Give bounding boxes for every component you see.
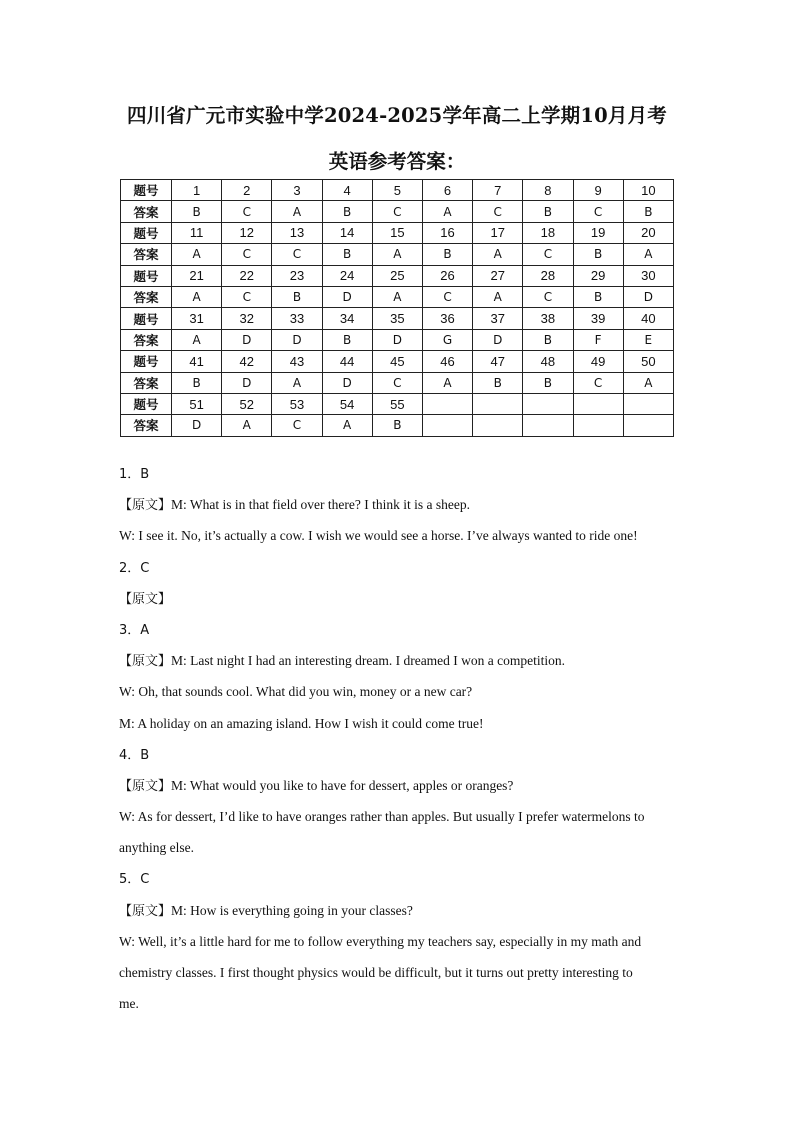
question-number-cell: 32	[222, 308, 272, 329]
answer-letter-cell: D	[623, 286, 673, 307]
answer-label-cell: 答案	[121, 201, 172, 222]
question-number-cell: 13	[272, 222, 322, 243]
answer-letter-cell: B	[372, 415, 422, 436]
question-number-cell: 40	[623, 308, 673, 329]
answer-letter-cell: C	[222, 244, 272, 265]
answer-letter-cell: C	[422, 286, 472, 307]
question-number-cell	[573, 393, 623, 414]
dialogue-text: M: A holiday on an amazing island. How I wish it could come true!	[119, 715, 484, 731]
answer-letter-cell: D	[322, 372, 372, 393]
answer-letter-cell: C	[523, 286, 573, 307]
question-answer-text: 1．B	[119, 467, 150, 482]
question-answer-line	[119, 458, 679, 489]
question-number-cell: 35	[372, 308, 422, 329]
answer-letter-cell: C	[573, 372, 623, 393]
question-number-cell: 8	[523, 180, 573, 201]
answer-letter-cell: B	[573, 244, 623, 265]
question-number-cell: 5	[372, 180, 422, 201]
answer-letter-cell: B	[523, 329, 573, 350]
dialogue-line	[119, 676, 679, 707]
question-number-cell: 55	[372, 393, 422, 414]
answer-letter-cell: B	[322, 201, 372, 222]
question-number-cell: 26	[422, 265, 472, 286]
answer-letter-cell: C	[222, 201, 272, 222]
question-number-cell: 42	[222, 351, 272, 372]
answer-letter-cell: A	[422, 201, 472, 222]
answer-letter-cell: D	[172, 415, 222, 436]
question-number-cell: 54	[322, 393, 372, 414]
dialogue-text: me.	[119, 996, 139, 1012]
transcript-line	[119, 770, 679, 801]
answer-letter-cell: A	[172, 329, 222, 350]
answer-letter-cell: A	[322, 415, 372, 436]
question-number-cell: 9	[573, 180, 623, 201]
question-label-cell: 题号	[121, 222, 172, 243]
answer-letter-cell: B	[473, 372, 523, 393]
dialogue-text: anything else.	[119, 840, 194, 856]
answer-letter-cell	[623, 415, 673, 436]
transcript-line	[119, 645, 679, 676]
question-number-cell: 11	[172, 222, 222, 243]
answer-label-cell: 答案	[121, 415, 172, 436]
dialogue-text: M: What would you like to have for dessert, apples or oranges?	[171, 777, 514, 793]
question-answer-line	[119, 739, 679, 770]
dialogue-text: M: What is in that field over there? I think it is a sheep.	[171, 497, 470, 513]
question-number-cell: 53	[272, 393, 322, 414]
transcript-line	[119, 895, 679, 926]
answer-key-heading: 英语参考答案：	[328, 150, 466, 173]
answer-letter-cell: D	[272, 329, 322, 350]
question-number-row	[121, 180, 674, 201]
question-number-cell: 4	[322, 180, 372, 201]
question-number-cell: 20	[623, 222, 673, 243]
answer-row	[121, 201, 674, 222]
answer-label-cell: 答案	[121, 372, 172, 393]
answer-letter-cell: B	[172, 201, 222, 222]
dialogue-line	[119, 708, 679, 739]
answer-letter-cell: C	[222, 286, 272, 307]
question-answer-line	[119, 614, 679, 645]
dialogue-line	[119, 801, 679, 832]
question-number-cell: 22	[222, 265, 272, 286]
question-number-cell: 23	[272, 265, 322, 286]
question-number-cell: 24	[322, 265, 372, 286]
answer-letter-cell	[422, 415, 472, 436]
original-text-tag: 【原文】	[119, 654, 172, 670]
answer-letter-cell: A	[473, 244, 523, 265]
answer-letter-cell: A	[372, 286, 422, 307]
answer-letter-cell: B	[272, 286, 322, 307]
question-number-cell	[422, 393, 472, 414]
answer-letter-cell: D	[372, 329, 422, 350]
question-number-cell: 31	[172, 308, 222, 329]
question-number-cell: 29	[573, 265, 623, 286]
answer-letter-cell: B	[523, 201, 573, 222]
question-answer-line	[119, 552, 679, 583]
answer-label-cell: 答案	[121, 244, 172, 265]
answer-letter-cell: B	[422, 244, 472, 265]
question-number-row	[121, 308, 674, 329]
answer-letter-cell: C	[523, 244, 573, 265]
dialogue-text: W: As for dessert, I’d like to have oranges rather than apples. But usually I prefer watermelons to	[119, 809, 645, 825]
question-number-row	[121, 265, 674, 286]
answer-letter-cell: C	[272, 244, 322, 265]
answer-letter-cell: A	[172, 286, 222, 307]
dialogue-text: W: Oh, that sounds cool. What did you win, money or a new car?	[119, 684, 473, 700]
dialogue-line	[119, 926, 679, 957]
question-number-cell: 48	[523, 351, 573, 372]
transcript-section	[119, 458, 679, 1019]
answer-table	[120, 179, 674, 437]
question-number-cell: 19	[573, 222, 623, 243]
answer-letter-cell: B	[322, 329, 372, 350]
question-number-cell: 46	[422, 351, 472, 372]
answer-label-cell: 答案	[121, 286, 172, 307]
answer-letter-cell: A	[272, 372, 322, 393]
dialogue-line	[119, 988, 679, 1019]
answer-letter-cell: B	[322, 244, 372, 265]
answer-letter-cell: D	[473, 329, 523, 350]
question-number-cell: 34	[322, 308, 372, 329]
question-number-cell: 25	[372, 265, 422, 286]
question-number-cell: 14	[322, 222, 372, 243]
dialogue-text: M: Last night I had an interesting dream. I dreamed I won a competition.	[171, 653, 566, 669]
question-number-cell: 39	[573, 308, 623, 329]
answer-letter-cell: B	[523, 372, 573, 393]
answer-label-cell: 答案	[121, 329, 172, 350]
dialogue-text: W: I see it. No, it’s actually a cow. I wish we would see a horse. I’ve always wanted to ride one!	[119, 528, 638, 544]
question-answer-text: 3．A	[119, 622, 150, 638]
answer-letter-cell	[473, 415, 523, 436]
answer-letter-cell: F	[573, 329, 623, 350]
answer-letter-cell: A	[623, 244, 673, 265]
question-number-cell: 38	[523, 308, 573, 329]
answer-letter-cell: D	[222, 372, 272, 393]
question-number-cell: 2	[222, 180, 272, 201]
answer-letter-cell: B	[573, 286, 623, 307]
question-number-cell: 15	[372, 222, 422, 243]
question-number-cell: 36	[422, 308, 472, 329]
question-number-cell: 3	[272, 180, 322, 201]
answer-letter-cell	[523, 415, 573, 436]
original-text-tag: 【原文】	[119, 903, 172, 919]
dialogue-text: chemistry classes. I first thought physics would be difficult, but it turns out pretty interesting to	[119, 965, 633, 980]
question-label-cell: 题号	[121, 393, 172, 414]
answer-letter-cell: D	[322, 286, 372, 307]
question-answer-line	[119, 863, 679, 894]
question-number-cell: 10	[623, 180, 673, 201]
question-number-cell: 21	[172, 265, 222, 286]
answer-letter-cell: C	[473, 201, 523, 222]
question-number-row	[121, 393, 674, 414]
answer-row	[121, 372, 674, 393]
dialogue-text: M: How is everything going in your classes?	[171, 902, 413, 918]
answer-letter-cell: D	[222, 329, 272, 350]
question-answer-text: 5．C	[119, 872, 150, 888]
document-title: 四川省广元市实验中学2024-2025学年高二上学期10月月考	[127, 104, 667, 127]
question-answer-text: 2．C	[119, 560, 150, 576]
question-number-cell	[473, 393, 523, 414]
question-number-cell: 47	[473, 351, 523, 372]
question-label-cell: 题号	[121, 351, 172, 372]
question-number-cell	[623, 393, 673, 414]
question-number-cell: 33	[272, 308, 322, 329]
question-number-cell: 52	[222, 393, 272, 414]
question-number-cell: 12	[222, 222, 272, 243]
question-number-row	[121, 351, 674, 372]
question-number-cell: 1	[172, 180, 222, 201]
answer-row	[121, 415, 674, 436]
original-text-tag: 【原文】	[119, 498, 172, 514]
question-number-cell: 41	[172, 351, 222, 372]
question-number-cell: 6	[422, 180, 472, 201]
original-text-tag: 【原文】	[119, 591, 172, 607]
answer-letter-cell: A	[222, 415, 272, 436]
question-number-cell: 16	[422, 222, 472, 243]
question-number-cell: 17	[473, 222, 523, 243]
question-number-cell: 49	[573, 351, 623, 372]
answer-letter-cell	[573, 415, 623, 436]
question-number-cell: 18	[523, 222, 573, 243]
question-number-cell: 50	[623, 351, 673, 372]
question-number-cell: 7	[473, 180, 523, 201]
question-number-cell: 27	[473, 265, 523, 286]
answer-letter-cell: E	[623, 329, 673, 350]
question-number-cell: 28	[523, 265, 573, 286]
question-number-cell: 51	[172, 393, 222, 414]
answer-row	[121, 244, 674, 265]
answer-letter-cell: A	[372, 244, 422, 265]
question-label-cell: 题号	[121, 180, 172, 201]
original-text-tag: 【原文】	[119, 778, 172, 794]
question-label-cell: 题号	[121, 308, 172, 329]
answer-letter-cell: A	[272, 201, 322, 222]
dialogue-line	[119, 520, 679, 551]
transcript-line	[119, 583, 679, 614]
question-number-cell: 30	[623, 265, 673, 286]
answer-letter-cell: B	[623, 201, 673, 222]
answer-letter-cell: C	[573, 201, 623, 222]
question-answer-text: 4．B	[119, 747, 150, 763]
answer-letter-cell: A	[172, 244, 222, 265]
answer-letter-cell: B	[172, 372, 222, 393]
answer-letter-cell: A	[473, 286, 523, 307]
question-number-cell: 43	[272, 351, 322, 372]
answer-row	[121, 286, 674, 307]
question-number-cell: 37	[473, 308, 523, 329]
question-number-cell	[523, 393, 573, 414]
answer-row	[121, 329, 674, 350]
answer-letter-cell: C	[272, 415, 322, 436]
answer-letter-cell: C	[372, 201, 422, 222]
answer-letter-cell: A	[623, 372, 673, 393]
question-label-cell: 题号	[121, 265, 172, 286]
question-number-cell: 45	[372, 351, 422, 372]
dialogue-line	[119, 832, 679, 863]
answer-letter-cell: C	[372, 372, 422, 393]
answer-letter-cell: A	[422, 372, 472, 393]
dialogue-line	[119, 957, 679, 988]
answer-letter-cell: G	[422, 329, 472, 350]
transcript-line	[119, 489, 679, 520]
question-number-row	[121, 222, 674, 243]
dialogue-text: W: Well, it’s a little hard for me to follow everything my teachers say, especially in my math and	[119, 933, 642, 949]
question-number-cell: 44	[322, 351, 372, 372]
